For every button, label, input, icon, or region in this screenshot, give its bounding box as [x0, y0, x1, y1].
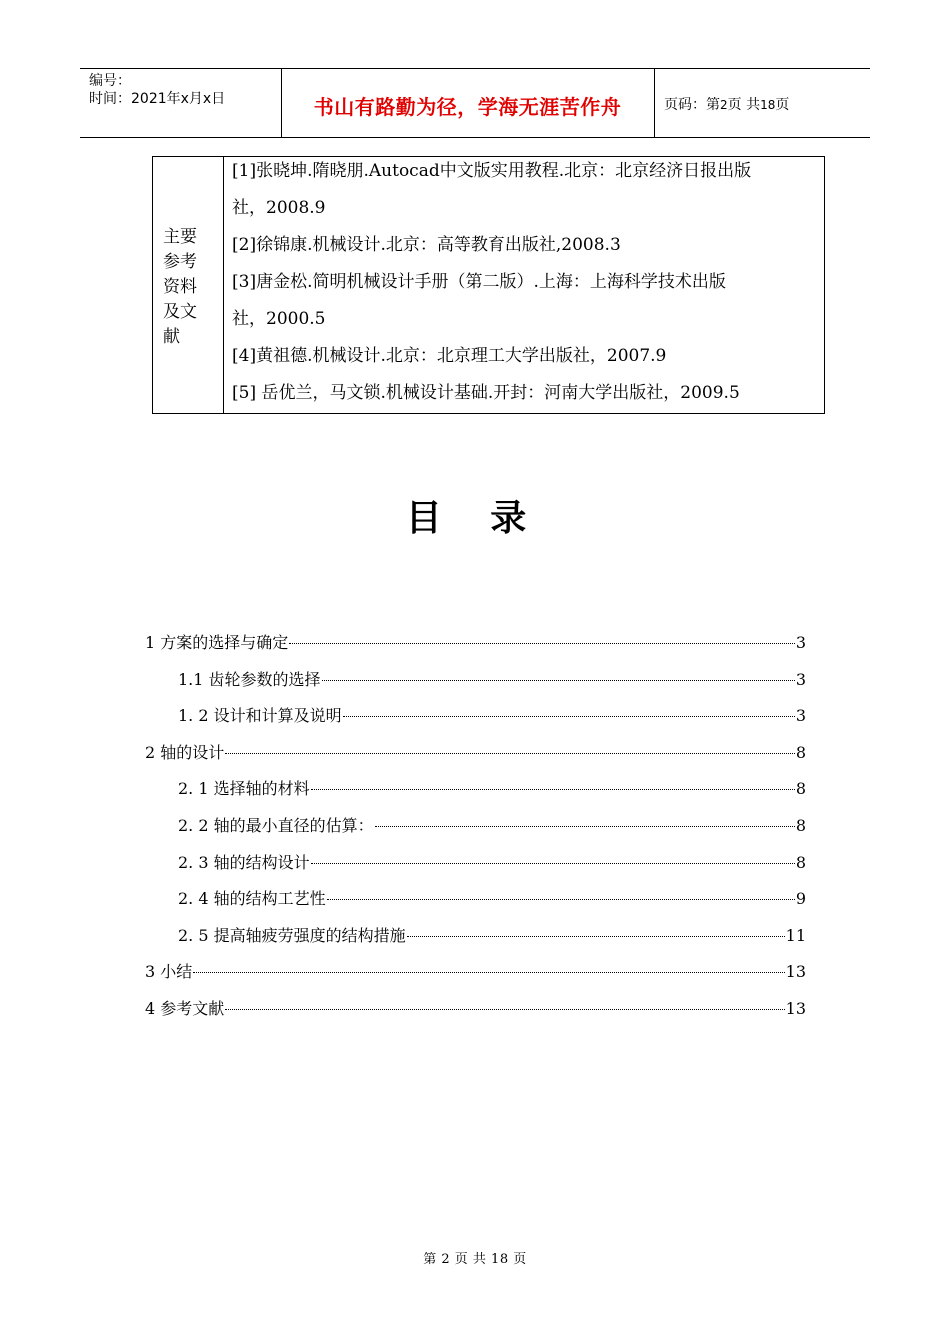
toc-entry-page: 3: [795, 669, 806, 689]
toc-entry[interactable]: [145, 921, 806, 958]
toc-entry[interactable]: [145, 848, 806, 885]
toc-entry-page: 3: [795, 706, 806, 726]
toc-dot-leader: [375, 826, 795, 827]
reference-line: 社，2008.9: [232, 198, 326, 218]
page-mid: 页 共: [727, 97, 761, 113]
page-suffix: 页: [775, 97, 790, 113]
reference-line: 社，2000.5: [232, 309, 326, 329]
toc-entry-page: 8: [795, 815, 806, 835]
reference-line: [5] 岳优兰，马文锁.机械设计基础.开封：河南大学出版社，2009.5: [232, 383, 740, 403]
toc-entry-page: 11: [785, 925, 806, 945]
references-list: [232, 157, 818, 416]
toc-dot-leader: [225, 753, 795, 754]
references-table: [152, 156, 825, 414]
page-prefix: 页码：第: [664, 97, 720, 113]
toc-dot-leader: [322, 680, 795, 681]
references-label-cell: [153, 157, 224, 413]
toc-dot-leader: [193, 972, 784, 973]
toc-entry-page: 13: [785, 962, 806, 982]
toc-entry-page: 3: [795, 633, 806, 652]
header-motto: 书山有路勤为径，学海无涯苦作舟: [313, 95, 622, 119]
toc-entry-text: 2. 4 轴的结构工艺性: [178, 889, 326, 909]
page-header: [80, 68, 870, 138]
toc-entry-text: 2. 5 提高轴疲劳强度的结构措施: [178, 925, 406, 945]
toc-dot-leader: [311, 863, 795, 864]
toc-entry-text: 4 参考文献: [145, 998, 225, 1018]
toc-entry-text: 2. 3 轴的结构设计: [178, 852, 310, 872]
toc-entry[interactable]: [145, 665, 806, 702]
toc-entry[interactable]: [145, 738, 806, 775]
toc-entry-text: 2 轴的设计: [145, 742, 225, 762]
reference-line: [2]徐锦康.机械设计.北京：高等教育出版社,2008.3: [232, 235, 621, 255]
toc-entry-text: 1. 2 设计和计算及说明: [178, 706, 342, 726]
page-total: 18: [760, 98, 776, 112]
time-label: 时间：2021年x月x日: [89, 91, 226, 107]
toc-entry[interactable]: [145, 957, 806, 994]
toc-entry[interactable]: [145, 628, 806, 665]
toc-entry-page: 8: [795, 852, 806, 872]
reference-line: [4]黄祖德.机械设计.北京：北京理工大学出版社，2007.9: [232, 346, 667, 366]
toc-entry[interactable]: [145, 701, 806, 738]
number-label: 编号：: [89, 73, 131, 89]
toc-dot-leader: [327, 899, 795, 900]
toc-entry[interactable]: [145, 811, 806, 848]
toc-dot-leader: [289, 643, 795, 644]
toc-entry-page: 8: [795, 779, 806, 799]
header-page-info: [664, 94, 789, 114]
toc-entry-text: 2. 2 轴的最小直径的估算：: [178, 815, 374, 835]
toc-entry-text: 1 方案的选择与确定: [145, 633, 289, 652]
references-label: 主要参考资料及文献: [163, 227, 197, 347]
toc-dot-leader: [311, 789, 795, 790]
header-meta: [89, 72, 225, 108]
page-current: 2: [720, 98, 728, 112]
toc-entry-page: 9: [795, 889, 806, 909]
page-footer: 第 2 页 共 18 页: [423, 1252, 527, 1267]
table-of-contents: [145, 628, 806, 1031]
toc-title: 目 录: [405, 498, 545, 539]
reference-line: [3]唐金松.简明机械设计手册（第二版）.上海：上海科学技术出版: [232, 272, 726, 292]
toc-dot-leader: [225, 1009, 784, 1010]
reference-line: [1]张晓坤.隋晓朋.Autocad中文版实用教程.北京：北京经济日报出版: [232, 161, 752, 181]
toc-entry-text: 1.1 齿轮参数的选择: [178, 669, 321, 689]
toc-entry[interactable]: [145, 774, 806, 811]
toc-dot-leader: [343, 716, 795, 717]
toc-entry[interactable]: [145, 884, 806, 921]
toc-entry-page: 13: [785, 998, 806, 1018]
toc-entry-page: 8: [795, 742, 806, 762]
toc-entry[interactable]: [145, 994, 806, 1031]
toc-entry-text: 3 小结: [145, 962, 193, 982]
toc-entry-text: 2. 1 选择轴的材料: [178, 779, 310, 799]
toc-dot-leader: [407, 936, 785, 937]
